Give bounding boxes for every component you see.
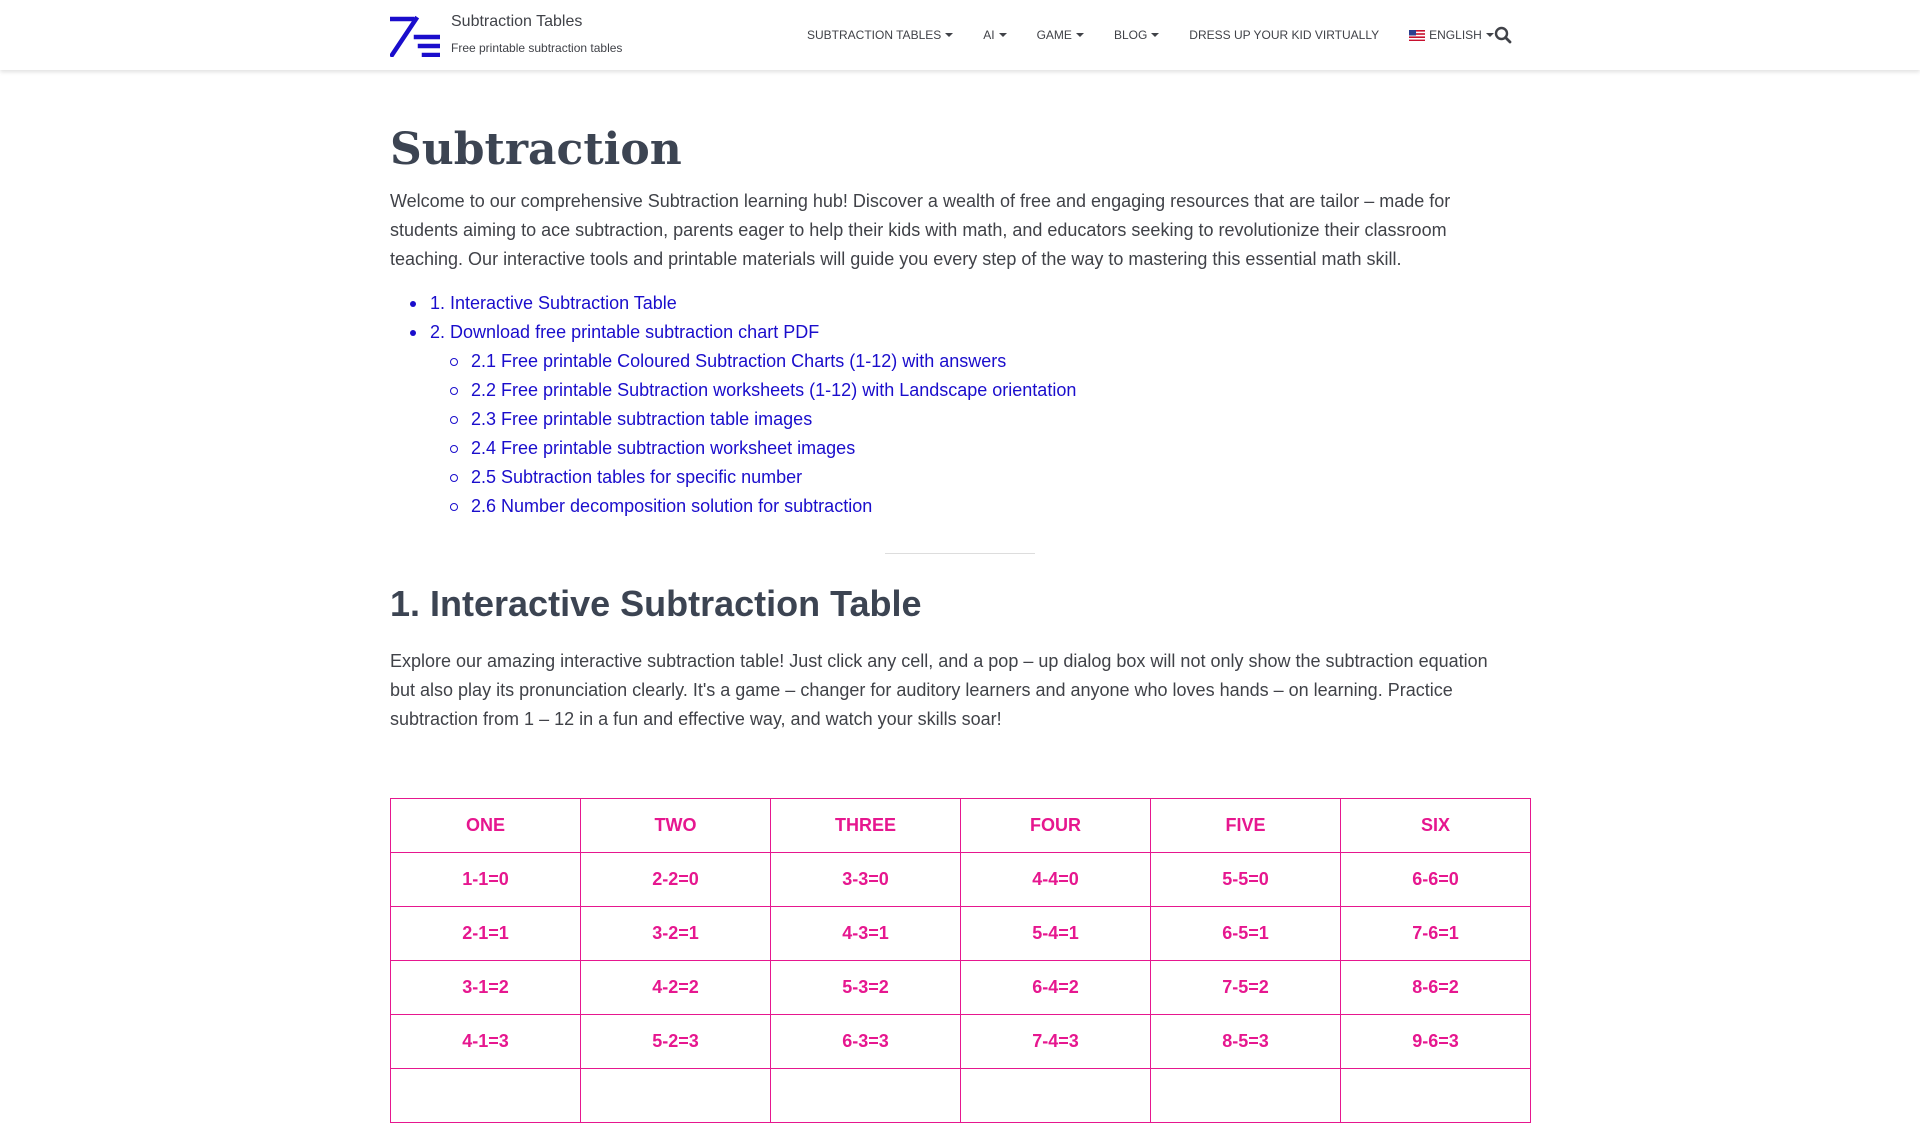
nav-blog[interactable] — [1114, 28, 1159, 42]
table-cell[interactable]: 4-3=1 — [771, 907, 961, 961]
table-row — [391, 853, 1531, 907]
table-cell[interactable]: 7-5=2 — [1151, 961, 1341, 1015]
toc-sublink[interactable]: 2.4 Free printable subtraction worksheet images — [471, 438, 856, 458]
table-cell[interactable]: 9-6=3 — [1341, 1015, 1531, 1069]
toc-sublink[interactable]: 2.1 Free printable Coloured Subtraction Charts (1-12) with answers — [471, 351, 1007, 371]
section-paragraph: Explore our amazing interactive subtraction table! Just click any cell, and a pop – up dialog box will not only show the subtraction equation but also play its pronunciation clearly. It's a game – changer for auditory learners and anyone who loves hands – on learning. Practice subtraction from 1 – 12 in a fun and effective way, and watch your skills soar! — [390, 651, 1488, 729]
toc-subitem — [470, 492, 1430, 521]
table-cell[interactable]: 7-4=3 — [961, 1015, 1151, 1069]
toc-subitem — [470, 347, 1430, 376]
toc-sublink[interactable]: 2.3 Free printable subtraction table images — [471, 409, 813, 429]
toc-sublist — [470, 347, 1430, 521]
table-cell[interactable]: 2-2=0 — [581, 853, 771, 907]
toc-sublink[interactable]: 2.6 Number decomposition solution for subtraction — [471, 496, 873, 516]
us-flag-icon — [1409, 30, 1425, 41]
table-cell[interactable]: 4-1=3 — [391, 1015, 581, 1069]
toc-subitem — [470, 463, 1430, 492]
brand-text — [451, 12, 622, 56]
nav-label: GAME — [1036, 28, 1072, 42]
toc-subitem — [470, 434, 1430, 463]
table-row — [391, 907, 1531, 961]
toc-sublink[interactable]: 2.2 Free printable Subtraction worksheets (1-12) with Landscape orientation — [471, 380, 1077, 400]
intro-paragraph: Welcome to our comprehensive Subtraction learning hub! Discover a wealth of free and engaging resources that are tailor – made for students aiming to ace subtraction, parents eager to help their kids with math, and educators seeking to revolutionize their classroom teaching. Our interactive tools and printable materials will guide you every step of the way to mastering this essential math skill. — [390, 191, 1451, 269]
table-cell[interactable] — [961, 1069, 1151, 1123]
table-cell[interactable]: 6-3=3 — [771, 1015, 961, 1069]
column-header: FOUR — [961, 799, 1151, 853]
page-title: Subtraction — [390, 124, 682, 175]
table-cell[interactable]: 1-1=0 — [391, 853, 581, 907]
subtraction-table — [390, 798, 1531, 1123]
nav-subtraction-tables[interactable] — [807, 28, 953, 42]
column-header: THREE — [771, 799, 961, 853]
column-header: TWO — [581, 799, 771, 853]
nav-ai[interactable] — [983, 28, 1006, 42]
table-cell[interactable]: 7-6=1 — [1341, 907, 1531, 961]
toc-item — [430, 318, 1430, 521]
brand-title: Subtraction Tables — [451, 13, 583, 30]
nav-dress-up[interactable] — [1189, 28, 1379, 42]
main-nav — [807, 0, 1524, 70]
brand-tagline: Free printable subtraction tables — [451, 41, 623, 55]
header-inner — [390, 0, 1530, 70]
column-header: ONE — [391, 799, 581, 853]
caret-down-icon — [945, 33, 953, 37]
table-row — [391, 1015, 1531, 1069]
search-icon[interactable] — [1494, 26, 1512, 44]
caret-down-icon — [1076, 33, 1084, 37]
toc-link[interactable]: 1. Interactive Subtraction Table — [430, 293, 677, 313]
table-cell[interactable] — [581, 1069, 771, 1123]
table-cell[interactable]: 6-5=1 — [1151, 907, 1341, 961]
table-cell[interactable]: 4-2=2 — [581, 961, 771, 1015]
table-row — [391, 961, 1531, 1015]
table-cell[interactable]: 2-1=1 — [391, 907, 581, 961]
toc-sublink[interactable]: 2.5 Subtraction tables for specific number — [471, 467, 803, 487]
nav-label: BLOG — [1113, 28, 1148, 42]
toc-subitem — [470, 376, 1430, 405]
nav-game[interactable] — [1037, 28, 1084, 42]
table-cell[interactable]: 6-6=0 — [1341, 853, 1531, 907]
table-cell[interactable]: 8-5=3 — [1151, 1015, 1341, 1069]
nav-language[interactable] — [1409, 28, 1494, 42]
table-cell[interactable]: 5-4=1 — [961, 907, 1151, 961]
table-cell[interactable]: 3-2=1 — [581, 907, 771, 961]
table-header-row — [391, 799, 1531, 853]
table-cell[interactable] — [1341, 1069, 1531, 1123]
section-divider — [885, 553, 1035, 554]
nav-label: SUBTRACTION TABLES — [807, 28, 942, 42]
toc-item — [430, 289, 1430, 318]
nav-label: AI — [983, 28, 995, 42]
toc-subitem — [470, 405, 1430, 434]
column-header: SIX — [1341, 799, 1531, 853]
table-cell[interactable]: 6-4=2 — [961, 961, 1151, 1015]
site-header — [0, 0, 1920, 70]
table-cell[interactable]: 4-4=0 — [961, 853, 1151, 907]
caret-down-icon — [999, 33, 1007, 37]
table-cell[interactable] — [391, 1069, 581, 1123]
language-label: ENGLISH — [1429, 28, 1482, 42]
table-cell[interactable]: 5-2=3 — [581, 1015, 771, 1069]
logo-icon — [390, 15, 440, 57]
table-cell[interactable]: 5-5=0 — [1151, 853, 1341, 907]
table-cell[interactable] — [1151, 1069, 1341, 1123]
table-cell[interactable]: 3-3=0 — [771, 853, 961, 907]
caret-down-icon — [1486, 33, 1494, 37]
nav-label: DRESS UP YOUR KID VIRTUALLY — [1189, 28, 1380, 42]
table-cell[interactable] — [771, 1069, 961, 1123]
table-of-contents — [430, 289, 1430, 521]
table-row — [391, 1069, 1531, 1123]
section-title: 1. Interactive Subtraction Table — [390, 583, 922, 624]
toc-link[interactable]: 2. Download free printable subtraction chart PDF — [430, 322, 820, 342]
table-cell[interactable]: 5-3=2 — [771, 961, 961, 1015]
column-header: FIVE — [1151, 799, 1341, 853]
table-cell[interactable]: 8-6=2 — [1341, 961, 1531, 1015]
caret-down-icon — [1151, 33, 1159, 37]
brand-link[interactable] — [390, 12, 622, 57]
table-cell[interactable]: 3-1=2 — [391, 961, 581, 1015]
